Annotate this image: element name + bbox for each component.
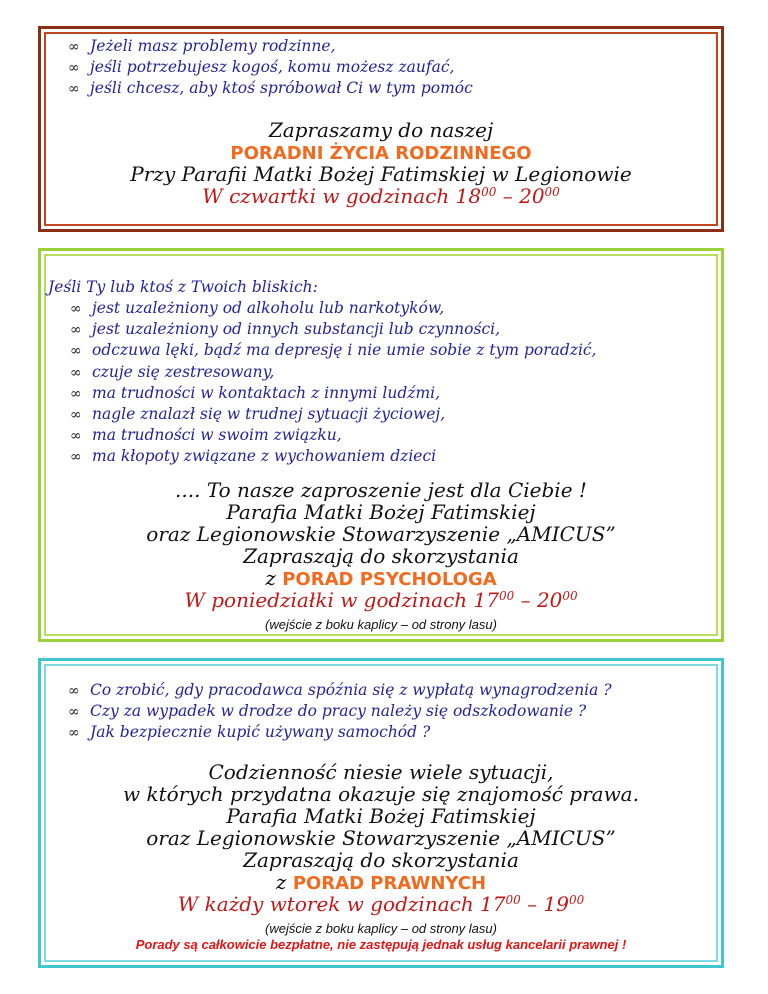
- infinity-bullet-icon: ∞: [68, 81, 80, 98]
- infinity-bullet-icon: ∞: [68, 704, 80, 721]
- parish-line: Parafia Matki Bożej Fatimskiej: [226, 500, 536, 524]
- infinity-bullet-icon: ∞: [70, 449, 82, 466]
- hours-line: W czwartki w godzinach $18^{00} - 20^{00}$: [202, 184, 560, 208]
- invite-line: Zapraszają do skorzystania: [243, 848, 519, 872]
- free-advice-warning: Porady są całkowicie bezpłatne, nie zastępują jednak usług kancelarii prawnej !: [135, 937, 627, 952]
- legal-advice-box: [38, 658, 724, 968]
- infinity-bullet-icon: ∞: [70, 364, 82, 381]
- service-title: z PORAD PRAWNYCH: [275, 870, 487, 894]
- infinity-bullet-icon: ∞: [68, 725, 80, 742]
- list-item: ∞ nagle znalazł się w trudnej sytuacji życiowej,: [70, 404, 597, 425]
- issues-list: [70, 298, 597, 468]
- infinity-bullet-icon: ∞: [70, 301, 82, 317]
- list-item: ∞ Jak bezpiecznie kupić używany samochód ?: [68, 722, 612, 743]
- infinity-bullet-icon: ∞: [70, 343, 82, 360]
- list-item: ∞ jeśli potrzebujesz kogoś, komu możesz zaufać,: [68, 57, 473, 78]
- infinity-bullet-icon: ∞: [70, 385, 82, 402]
- list-item: ∞ odczuwa lęki, bądź ma depresję i nie umie sobie z tym poradzić,: [70, 340, 597, 361]
- list-item: ∞ Jeżeli masz problemy rodzinne,: [68, 36, 473, 57]
- service-title: z PORAD PSYCHOLOGA: [265, 566, 497, 590]
- list-item: ∞ ma trudności w kontaktach z innymi ludźmi,: [70, 383, 597, 404]
- infinity-bullet-icon: ∞: [70, 407, 82, 424]
- intro-line-2: w których przydatna okazuje się znajomość prawa.: [123, 782, 639, 806]
- list-item: ∞ jeśli chcesz, aby ktoś spróbował Ci w tym pomóc: [68, 78, 473, 99]
- lead-text: Jeśli Ty lub ktoś z Twoich bliskich:: [48, 278, 318, 296]
- infinity-bullet-icon: ∞: [68, 683, 80, 699]
- list-item: ∞ Co zrobić, gdy pracodawca spóźnia się z wypłatą wynagrodzenia ?: [68, 680, 612, 701]
- psychologist-box: [38, 248, 724, 642]
- parish-line: Parafia Matki Bożej Fatimskiej: [226, 804, 536, 828]
- hours-line: W każdy wtorek w godzinach $17^{00} - 19^{00}$: [177, 892, 585, 916]
- intro-line: Codzienność niesie wiele sytuacji,: [208, 760, 554, 784]
- infinity-bullet-icon: ∞: [70, 428, 82, 445]
- infinity-bullet-icon: ∞: [68, 39, 80, 55]
- entrance-note: (wejście z boku kaplicy – od strony lasu): [265, 617, 497, 632]
- infinity-bullet-icon: ∞: [70, 322, 82, 339]
- family-counseling-box: [38, 26, 724, 232]
- service-title: PORADNI ŻYCIA RODZINNEGO: [230, 143, 532, 164]
- legal-questions-list: [68, 680, 612, 744]
- invite-line: Zapraszają do skorzystania: [243, 544, 519, 568]
- association-line: oraz Legionowskie Stowarzyszenie „AMICUS”: [146, 826, 616, 850]
- list-item: ∞ czuje się zestresowany,: [70, 362, 597, 383]
- list-item: ∞ ma kłopoty związane z wychowaniem dzieci: [70, 446, 597, 467]
- invitation-line: .... To nasze zaproszenie jest dla Ciebie !: [175, 478, 587, 502]
- hours-line: W poniedziałki w godzinach $17^{00} - 20^{00}$: [184, 588, 578, 612]
- infinity-bullet-icon: ∞: [68, 60, 80, 77]
- entrance-note: (wejście z boku kaplicy – od strony lasu): [265, 921, 497, 936]
- list-item: ∞ jest uzależniony od alkoholu lub narkotyków,: [70, 298, 597, 319]
- list-item: ∞ ma trudności w swoim związku,: [70, 425, 597, 446]
- list-item: ∞ jest uzależniony od innych substancji lub czynności,: [70, 319, 597, 340]
- list-item: ∞ Czy za wypadek w drodze do pracy należy się odszkodowanie ?: [68, 701, 612, 722]
- invite-line: Zapraszamy do naszej: [268, 118, 494, 142]
- association-line: oraz Legionowskie Stowarzyszenie „AMICUS”: [146, 522, 616, 546]
- family-problems-list: [68, 36, 473, 100]
- parish-line: Przy Parafii Matki Bożej Fatimskiej w Legionowie: [130, 162, 632, 186]
